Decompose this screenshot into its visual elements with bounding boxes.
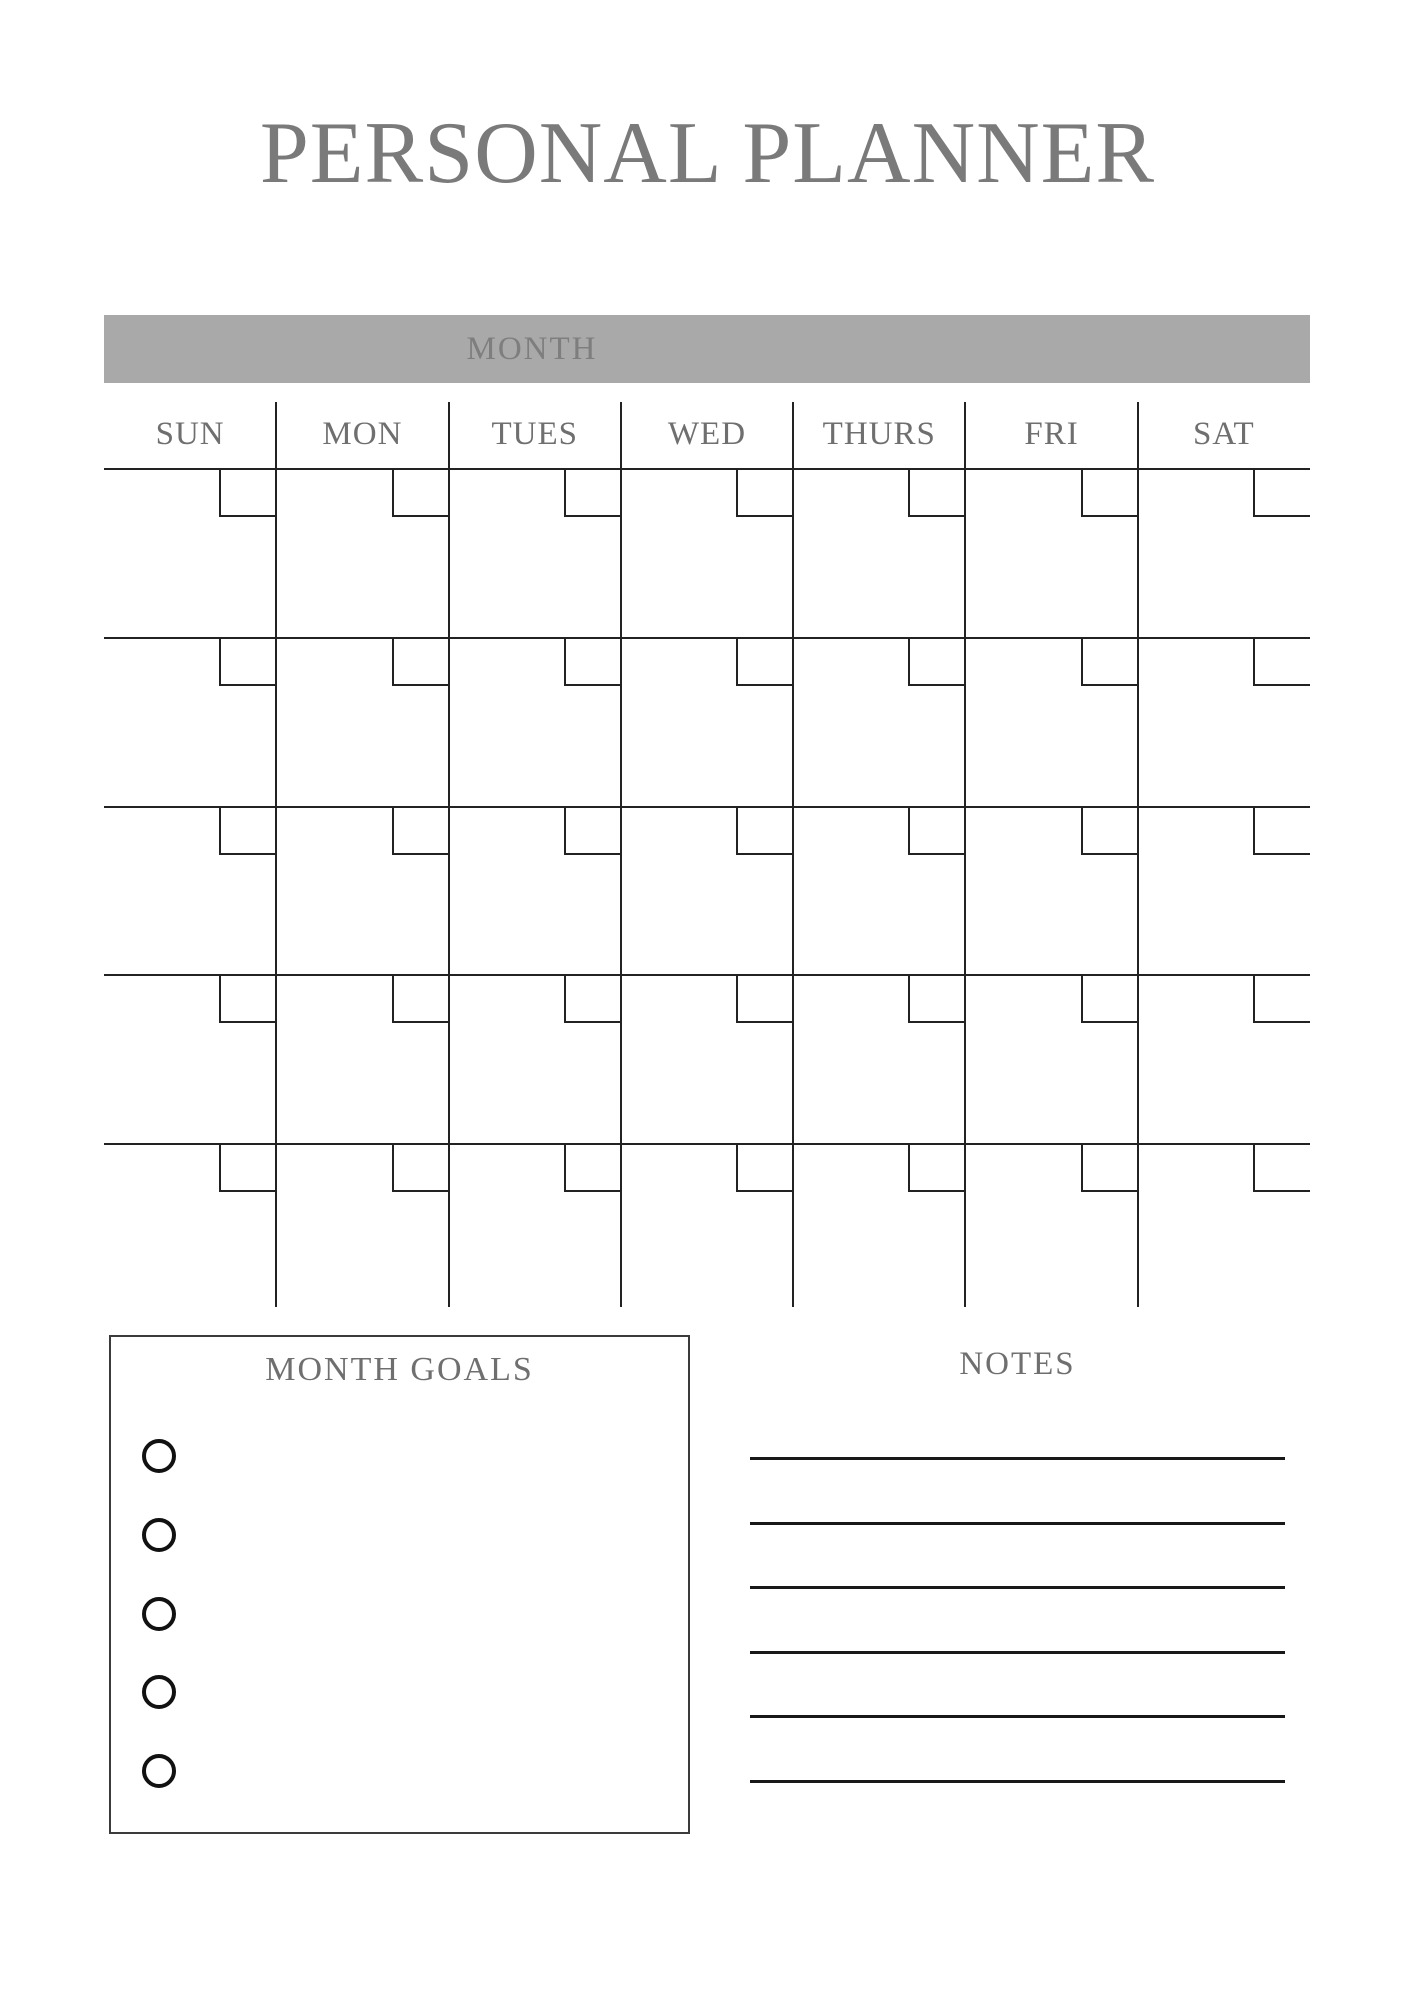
page-title: PERSONAL PLANNER (259, 105, 1156, 202)
day-header-thurs: THURS (822, 416, 936, 452)
column-divider (620, 402, 622, 1307)
goal-checkbox (142, 1675, 176, 1709)
date-box (736, 976, 793, 1023)
goal-checkbox (142, 1518, 176, 1552)
day-header-row (104, 383, 1310, 468)
column-divider (964, 402, 966, 1307)
date-box (392, 1145, 449, 1192)
date-box (1081, 1145, 1138, 1192)
notes-line (750, 1457, 1285, 1460)
date-box (736, 639, 793, 686)
month-label: MONTH (466, 330, 598, 367)
date-box (908, 1145, 965, 1192)
day-header-sun: SUN (155, 416, 225, 452)
column-divider (792, 402, 794, 1307)
column-divider (1137, 402, 1139, 1307)
date-box (1081, 639, 1138, 686)
month-goals-title: MONTH GOALS (265, 1351, 534, 1388)
date-box (1253, 470, 1310, 517)
date-box (1081, 470, 1138, 517)
date-box (736, 470, 793, 517)
notes-line (750, 1715, 1285, 1718)
date-box (908, 976, 965, 1023)
goal-checkbox (142, 1439, 176, 1473)
date-box (1253, 1145, 1310, 1192)
notes-line (750, 1651, 1285, 1654)
date-box (1253, 639, 1310, 686)
date-box (392, 976, 449, 1023)
date-box (219, 976, 276, 1023)
day-header-tues: TUES (491, 416, 578, 452)
day-header-mon: MON (322, 416, 403, 452)
date-box (219, 470, 276, 517)
date-box (736, 1145, 793, 1192)
date-box (1081, 976, 1138, 1023)
date-box (392, 808, 449, 855)
notes-line (750, 1780, 1285, 1783)
date-box (1253, 976, 1310, 1023)
date-box (908, 639, 965, 686)
column-divider (275, 402, 277, 1307)
notes-line (750, 1586, 1285, 1589)
goal-checkbox (142, 1754, 176, 1788)
month-bar (104, 315, 1310, 383)
notes-line (750, 1522, 1285, 1525)
date-box (1081, 808, 1138, 855)
date-box (908, 470, 965, 517)
date-box (564, 639, 621, 686)
date-box (219, 1145, 276, 1192)
date-box (908, 808, 965, 855)
date-box (219, 808, 276, 855)
date-box (1253, 808, 1310, 855)
date-box (564, 976, 621, 1023)
month-goals-box (109, 1335, 690, 1834)
date-box (392, 639, 449, 686)
date-box (564, 1145, 621, 1192)
date-box (564, 808, 621, 855)
column-divider (448, 402, 450, 1307)
date-box (564, 470, 621, 517)
notes-title: NOTES (959, 1346, 1076, 1382)
day-header-sat: SAT (1192, 416, 1255, 452)
day-header-wed: WED (667, 416, 747, 452)
day-header-fri: FRI (1024, 416, 1079, 452)
date-box (736, 808, 793, 855)
goal-checkbox (142, 1597, 176, 1631)
date-box (219, 639, 276, 686)
date-box (392, 470, 449, 517)
